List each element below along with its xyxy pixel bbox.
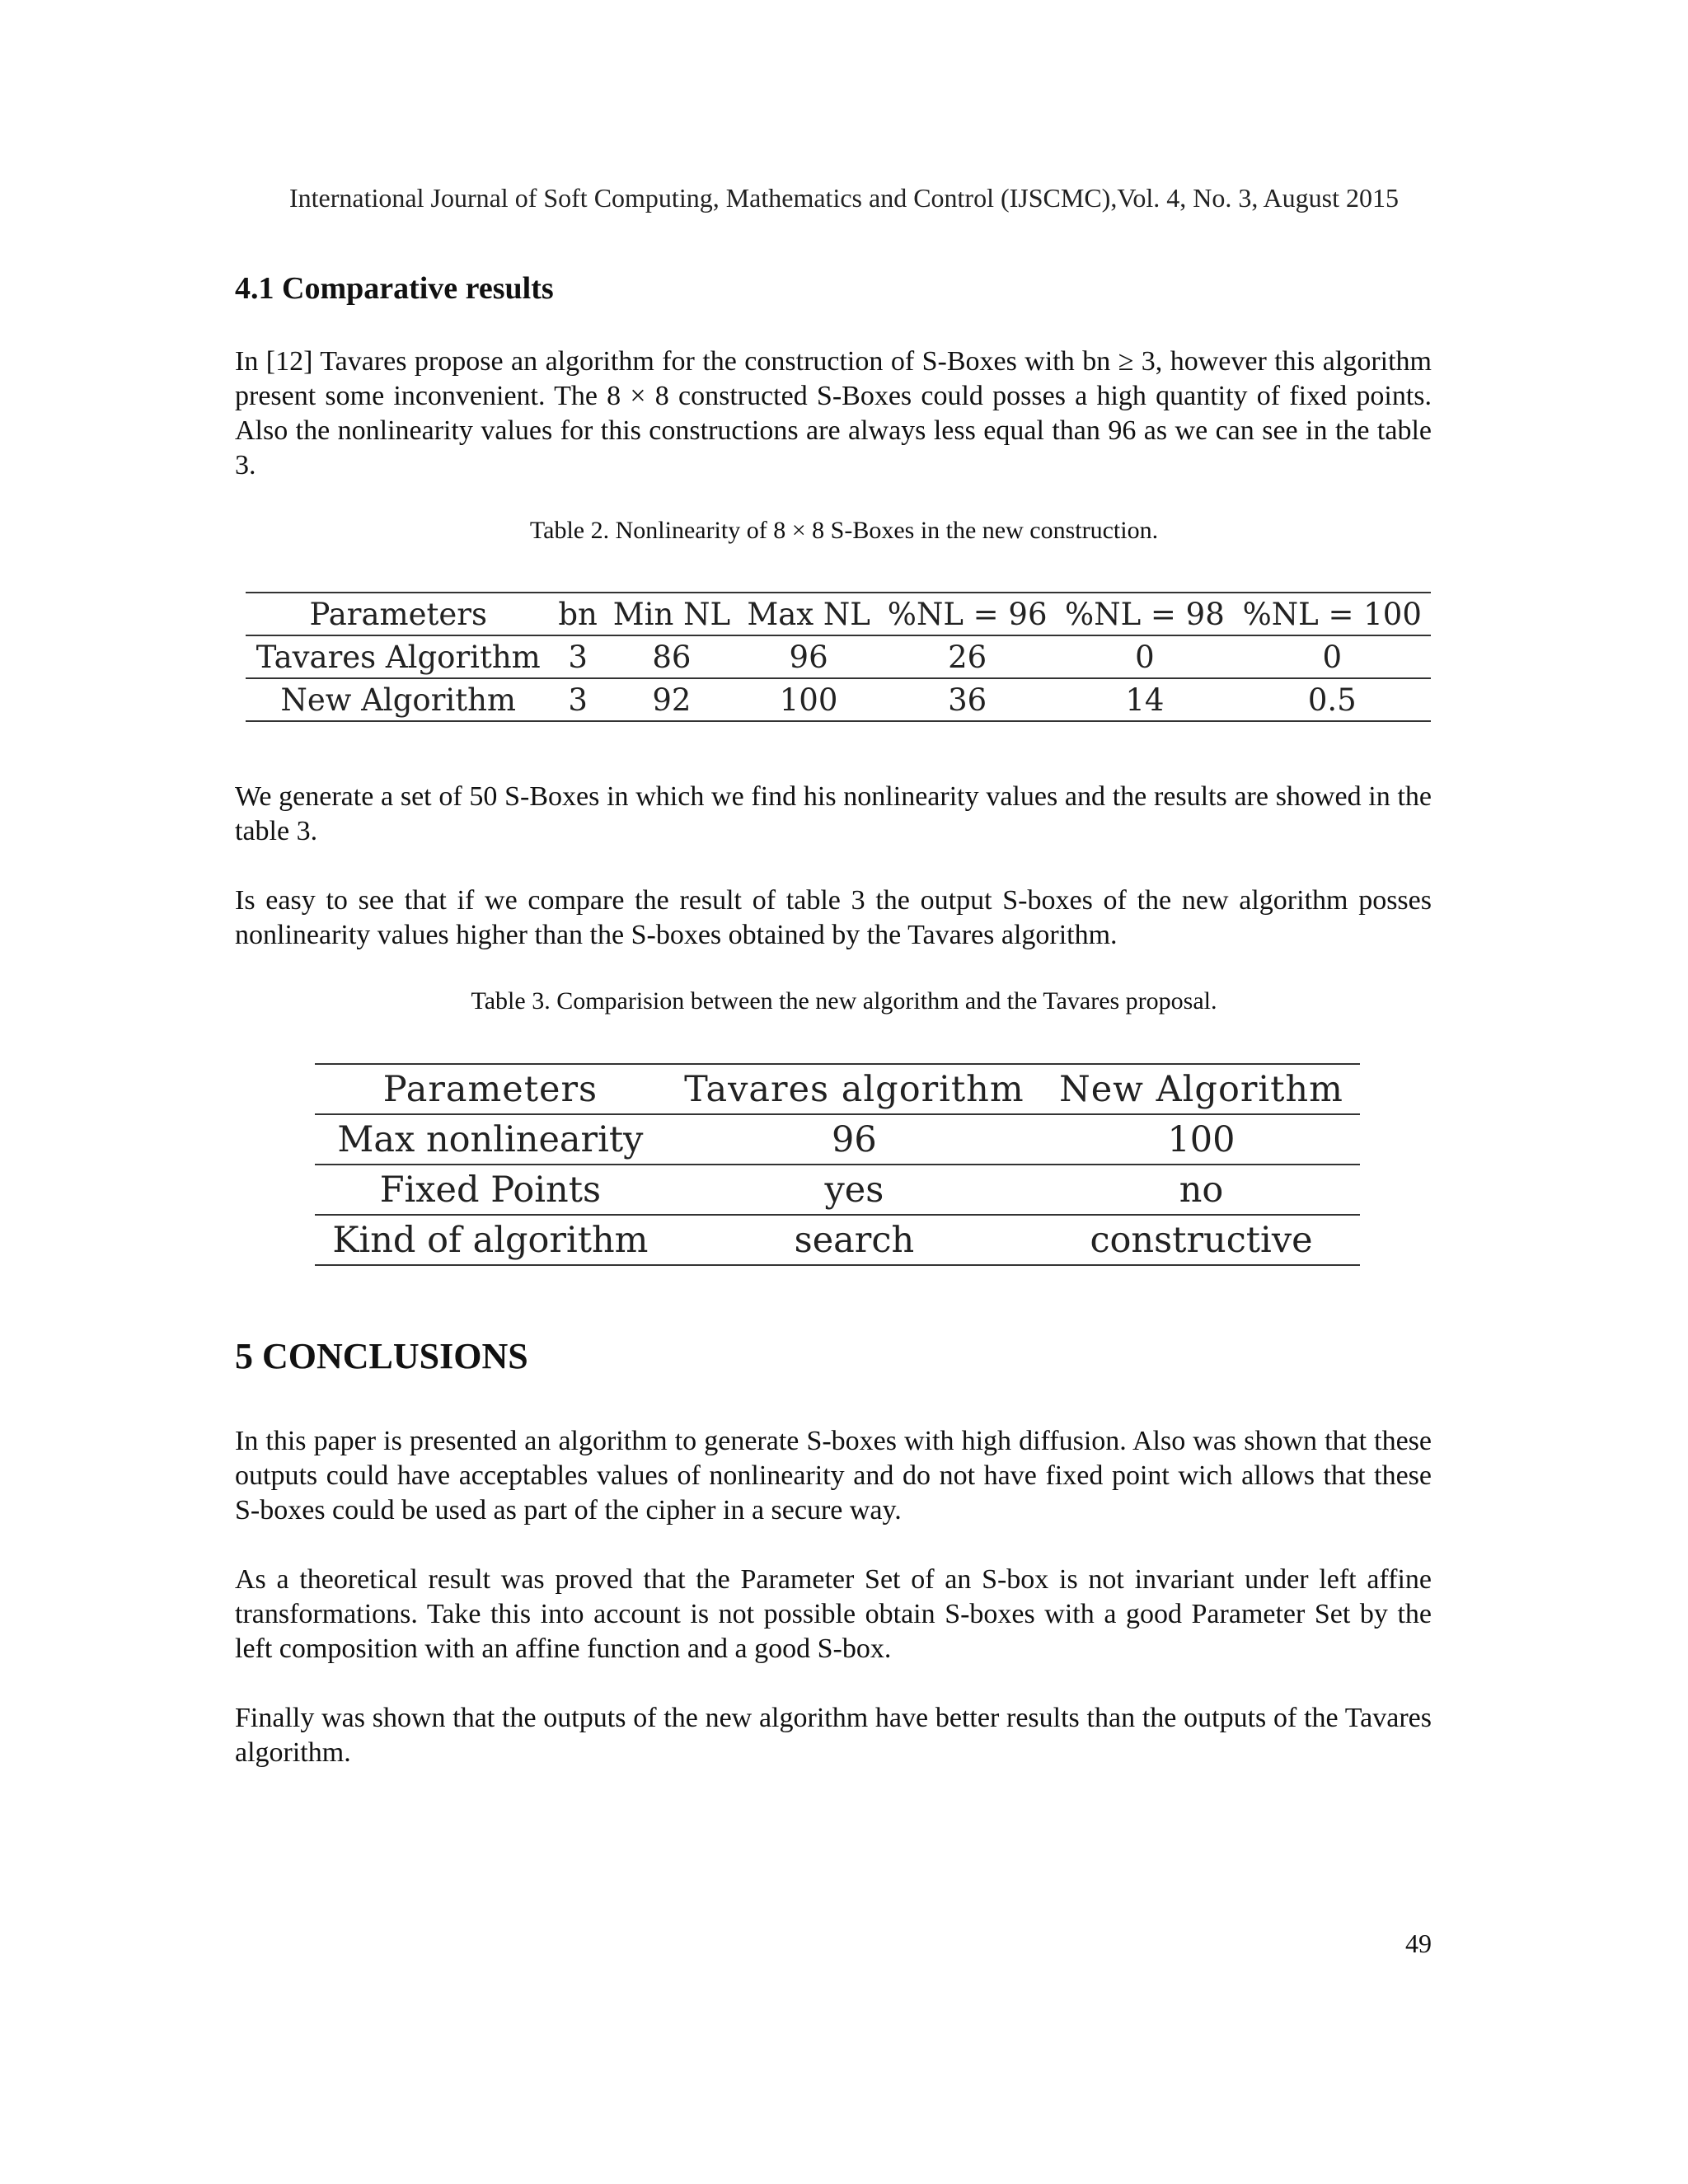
section-title: 4.1 Comparative results [235,271,554,306]
table-cell: Tavares Algorithm [246,635,551,678]
table-row [315,1165,1360,1215]
table-header-row [246,593,1431,635]
table-cell: 0.5 [1234,678,1431,721]
paragraph-text: In this paper is presented an algorithm to generate S-boxes with high diffusion. Also was shown that these outputs could have acceptables values of nonlinearity and do not have fixed point wich allows that these S-boxes could be used as part of the cipher in a secure way. [235,1426,1432,1526]
table3-caption: Table 3. Comparision between the new algorithm and the Tavares proposal. [471,987,1217,1015]
table-header-cell: %NL = 100 [1234,593,1431,635]
paragraph-conclusion-2 [235,1563,1432,1666]
table2-nonlinearity [246,592,1431,722]
table-header-cell: Parameters [315,1064,666,1114]
table-cell: constructive [1043,1215,1360,1265]
section-heading-comparative-results [235,270,1432,307]
table-cell: Fixed Points [315,1165,666,1215]
table-cell: 92 [605,678,738,721]
table-cell: 3 [551,635,605,678]
paragraph-text: We generate a set of 50 S-Boxes in which we find his nonlinearity values and the results are showed in the table 3. [235,781,1432,846]
table-header-cell: Min NL [605,593,738,635]
table-cell: New Algorithm [246,678,551,721]
table-cell: 96 [666,1114,1043,1165]
table-header-cell: New Algorithm [1043,1064,1360,1114]
table-cell: 86 [605,635,738,678]
paragraph-text: Finally was shown that the outputs of the new algorithm have better results than the outputs of the Tavares algorithm. [235,1703,1432,1768]
table-cell: 0 [1056,635,1233,678]
section-title: 5 CONCLUSIONS [235,1336,528,1376]
paragraph-tavares-intro [235,344,1432,483]
table-row [315,1215,1360,1265]
table-row [246,635,1431,678]
paragraph-text: As a theoretical result was proved that the Parameter Set of an S-box is not invariant under left affine transformations. Take this into account is not possible obtain S-boxes with a good Parameter Set by the left composition with an affine function and a good S-box. [235,1564,1432,1664]
table2-caption: Table 2. Nonlinearity of 8 × 8 S-Boxes in the new construction. [529,517,1159,544]
paragraph-compare-results [235,883,1432,953]
table-row [315,1114,1360,1165]
paragraph-text: Is easy to see that if we compare the result of table 3 the output S-boxes of the new algorithm posses nonlinearity values higher than the S-boxes obtained by the Tavares algorithm. [235,885,1432,950]
paragraph-text: In [12] Tavares propose an algorithm for the construction of S-Boxes with bn ≥ 3, however this algorithm present some inconvenient. The 8 × 8 constructed S-Boxes could posses a high quantity of fixed points. Also the nonlinearity values for this constructions are always less equal than 96 as we can see in the table 3. [235,346,1432,480]
page-number: 49 [1405,1929,1432,1958]
table-cell: 100 [738,678,879,721]
table-cell: Max nonlinearity [315,1114,666,1165]
table-header-cell: bn [551,593,605,635]
table-cell: 36 [879,678,1056,721]
table-row [246,678,1431,721]
section-heading-conclusions [235,1335,1432,1377]
table3-comparison [315,1063,1360,1266]
table-cell: 100 [1043,1114,1360,1165]
table-header-cell: Max NL [738,593,879,635]
table-header-cell: %NL = 96 [879,593,1056,635]
table-cell: 26 [879,635,1056,678]
table-header-cell: Tavares algorithm [666,1064,1043,1114]
table-cell: 0 [1234,635,1431,678]
running-header: International Journal of Soft Computing, Mathematics and Control (IJSCMC),Vol. 4, No. 3, August 2015 [289,183,1399,213]
table-cell: 3 [551,678,605,721]
table-cell: search [666,1215,1043,1265]
table-cell: Kind of algorithm [315,1215,666,1265]
table-cell: yes [666,1165,1043,1215]
table-header-row [315,1064,1360,1114]
paragraph-conclusion-3 [235,1701,1432,1770]
table-header-cell: Parameters [246,593,551,635]
paragraph-generate-set [235,780,1432,849]
paragraph-conclusion-1 [235,1424,1432,1528]
table-cell: 96 [738,635,879,678]
table-header-cell: %NL = 98 [1056,593,1233,635]
table-cell: 14 [1056,678,1233,721]
table-cell: no [1043,1165,1360,1215]
